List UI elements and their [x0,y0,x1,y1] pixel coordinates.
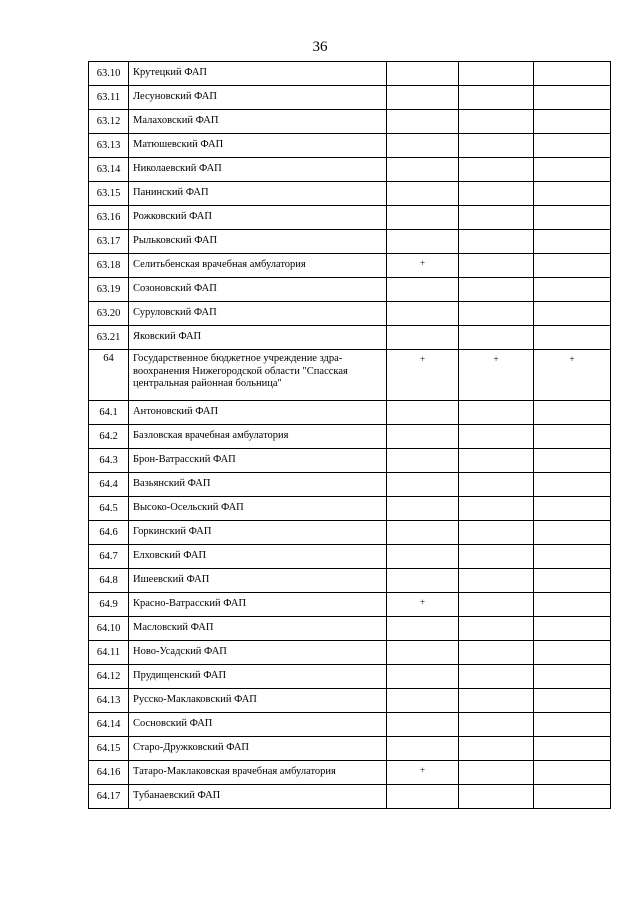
mark-cell-1 [387,62,459,86]
mark-cell-1 [387,86,459,110]
table-row [89,641,611,665]
table-row [89,617,611,641]
mark-cell-1 [387,497,459,521]
mark-cell-2 [459,254,534,278]
row-number-cell: 64.16 [89,761,129,785]
facilities-table-body [89,62,611,809]
mark-cell-2 [459,110,534,134]
row-number-cell: 63.19 [89,278,129,302]
facility-name-cell: Созоновский ФАП [129,278,387,302]
mark-cell-1 [387,665,459,689]
mark-cell-1 [387,206,459,230]
mark-cell-2 [459,641,534,665]
mark-cell-1 [387,689,459,713]
row-number-cell: 63.14 [89,158,129,182]
mark-cell-3 [534,569,611,593]
mark-cell-3 [534,110,611,134]
mark-cell-3 [534,230,611,254]
row-number-cell: 64.7 [89,545,129,569]
facility-name-cell: Яковский ФАП [129,326,387,350]
row-number-cell: 64.13 [89,689,129,713]
table-row [89,206,611,230]
table-row [89,665,611,689]
mark-cell-1: + [387,350,459,401]
row-number-cell: 64.9 [89,593,129,617]
row-number-cell: 64.17 [89,785,129,809]
facility-name-cell: Матюшевский ФАП [129,134,387,158]
facility-name-cell: Лесуновский ФАП [129,86,387,110]
table-row [89,86,611,110]
facility-name-cell: Ново-Усадский ФАП [129,641,387,665]
mark-cell-3 [534,545,611,569]
mark-cell-1 [387,110,459,134]
facility-name-cell: Панинский ФАП [129,182,387,206]
table-row [89,761,611,785]
mark-cell-2 [459,302,534,326]
mark-cell-2 [459,593,534,617]
table-row [89,689,611,713]
facility-name-cell: Антоновский ФАП [129,401,387,425]
table-row [89,134,611,158]
row-number-cell: 64.14 [89,713,129,737]
facility-name-cell: Татаро-Маклаковская врачебная амбулатория [129,761,387,785]
mark-cell-3 [534,425,611,449]
table-row [89,350,611,401]
mark-cell-1 [387,401,459,425]
table-row [89,278,611,302]
mark-cell-3 [534,641,611,665]
row-number-cell: 63.12 [89,110,129,134]
page-number: 36 [312,39,328,55]
facility-name-cell: Старо-Дружковский ФАП [129,737,387,761]
mark-cell-1 [387,326,459,350]
mark-cell-3 [534,86,611,110]
mark-cell-1: + [387,761,459,785]
mark-cell-1 [387,617,459,641]
mark-cell-3 [534,665,611,689]
mark-cell-3 [534,785,611,809]
facility-name-cell: Елховский ФАП [129,545,387,569]
mark-cell-3 [534,713,611,737]
mark-cell-1 [387,737,459,761]
mark-cell-3 [534,254,611,278]
mark-cell-2 [459,206,534,230]
mark-cell-2 [459,785,534,809]
mark-cell-3 [534,206,611,230]
facility-name-cell: Рыльковский ФАП [129,230,387,254]
table-row [89,326,611,350]
table-row [89,62,611,86]
mark-cell-3 [534,497,611,521]
row-number-cell: 64.4 [89,473,129,497]
mark-cell-1 [387,521,459,545]
mark-cell-3 [534,689,611,713]
row-number-cell: 64.11 [89,641,129,665]
mark-cell-3 [534,617,611,641]
mark-cell-3 [534,737,611,761]
row-number-cell: 64.3 [89,449,129,473]
mark-cell-3 [534,449,611,473]
row-number-cell: 63.21 [89,326,129,350]
table-row [89,593,611,617]
facility-name-cell: Ишеевский ФАП [129,569,387,593]
facility-name-cell: Горкинский ФАП [129,521,387,545]
row-number-cell: 63.13 [89,134,129,158]
row-number-cell: 64.15 [89,737,129,761]
mark-cell-2 [459,278,534,302]
mark-cell-2 [459,521,534,545]
mark-cell-2 [459,425,534,449]
mark-cell-2 [459,134,534,158]
mark-cell-1 [387,713,459,737]
facility-name-cell: Базловская врачебная амбулатория [129,425,387,449]
row-number-cell: 63.16 [89,206,129,230]
facility-name-cell: Русско-Маклаковский ФАП [129,689,387,713]
mark-cell-3 [534,302,611,326]
table-row [89,521,611,545]
mark-cell-3 [534,182,611,206]
facility-name-cell: Суруловский ФАП [129,302,387,326]
mark-cell-2 [459,737,534,761]
mark-cell-1 [387,302,459,326]
row-number-cell: 63.20 [89,302,129,326]
mark-cell-2 [459,182,534,206]
row-number-cell: 63.18 [89,254,129,278]
facility-name-cell: Масловский ФАП [129,617,387,641]
mark-cell-3 [534,62,611,86]
table-row [89,569,611,593]
facility-name-cell: Высоко-Осельский ФАП [129,497,387,521]
table-row [89,158,611,182]
mark-cell-3 [534,473,611,497]
row-number-cell: 64.8 [89,569,129,593]
mark-cell-2 [459,86,534,110]
mark-cell-1 [387,158,459,182]
mark-cell-3 [534,134,611,158]
facility-name-cell: Малаховский ФАП [129,110,387,134]
mark-cell-1 [387,473,459,497]
row-number-cell: 63.11 [89,86,129,110]
facilities-table [88,61,611,809]
mark-cell-2: + [459,350,534,401]
row-number-cell: 64.5 [89,497,129,521]
mark-cell-2 [459,545,534,569]
row-number-cell: 64.2 [89,425,129,449]
facility-name-cell: Николаевский ФАП [129,158,387,182]
mark-cell-1 [387,641,459,665]
facility-name-cell: Крутецкий ФАП [129,62,387,86]
mark-cell-3 [534,761,611,785]
table-row [89,230,611,254]
mark-cell-3 [534,401,611,425]
table-row [89,254,611,278]
table-row [89,110,611,134]
facility-name-cell: Брон-Ватрасский ФАП [129,449,387,473]
row-number-cell: 64 [89,350,129,401]
mark-cell-1 [387,134,459,158]
mark-cell-3: + [534,350,611,401]
mark-cell-2 [459,158,534,182]
facility-name-cell: Селитьбенская врачебная амбулатория [129,254,387,278]
table-row [89,425,611,449]
table-row [89,302,611,326]
mark-cell-1 [387,449,459,473]
row-number-cell: 63.10 [89,62,129,86]
mark-cell-2 [459,761,534,785]
table-row [89,713,611,737]
row-number-cell: 64.10 [89,617,129,641]
facility-name-cell: Вазьянский ФАП [129,473,387,497]
mark-cell-2 [459,473,534,497]
row-number-cell: 64.1 [89,401,129,425]
mark-cell-1 [387,230,459,254]
mark-cell-2 [459,689,534,713]
mark-cell-1: + [387,593,459,617]
mark-cell-2 [459,449,534,473]
table-row [89,473,611,497]
table-row [89,182,611,206]
facility-name-cell: Тубанаевский ФАП [129,785,387,809]
mark-cell-1 [387,182,459,206]
mark-cell-2 [459,326,534,350]
mark-cell-1 [387,425,459,449]
facility-name-cell: Прудищенский ФАП [129,665,387,689]
mark-cell-2 [459,617,534,641]
mark-cell-1 [387,785,459,809]
facility-name-cell: Красно-Ватрасский ФАП [129,593,387,617]
mark-cell-3 [534,158,611,182]
table-row [89,545,611,569]
mark-cell-1 [387,569,459,593]
facility-name-cell: Государственное бюджетное учреждение здра- воохранения Нижегородской области "Спасская центральная районная больница" [129,350,387,401]
table-row [89,737,611,761]
mark-cell-1 [387,545,459,569]
table-row [89,497,611,521]
mark-cell-2 [459,497,534,521]
row-number-cell: 63.17 [89,230,129,254]
row-number-cell: 63.15 [89,182,129,206]
table-row [89,401,611,425]
mark-cell-2 [459,713,534,737]
mark-cell-3 [534,278,611,302]
row-number-cell: 64.12 [89,665,129,689]
facility-name-cell: Сосновский ФАП [129,713,387,737]
mark-cell-1: + [387,254,459,278]
mark-cell-2 [459,62,534,86]
mark-cell-2 [459,569,534,593]
mark-cell-2 [459,401,534,425]
table-row [89,785,611,809]
mark-cell-2 [459,230,534,254]
mark-cell-2 [459,665,534,689]
facility-name-cell: Рожковский ФАП [129,206,387,230]
mark-cell-3 [534,326,611,350]
mark-cell-3 [534,593,611,617]
table-row [89,449,611,473]
mark-cell-1 [387,278,459,302]
row-number-cell: 64.6 [89,521,129,545]
mark-cell-3 [534,521,611,545]
